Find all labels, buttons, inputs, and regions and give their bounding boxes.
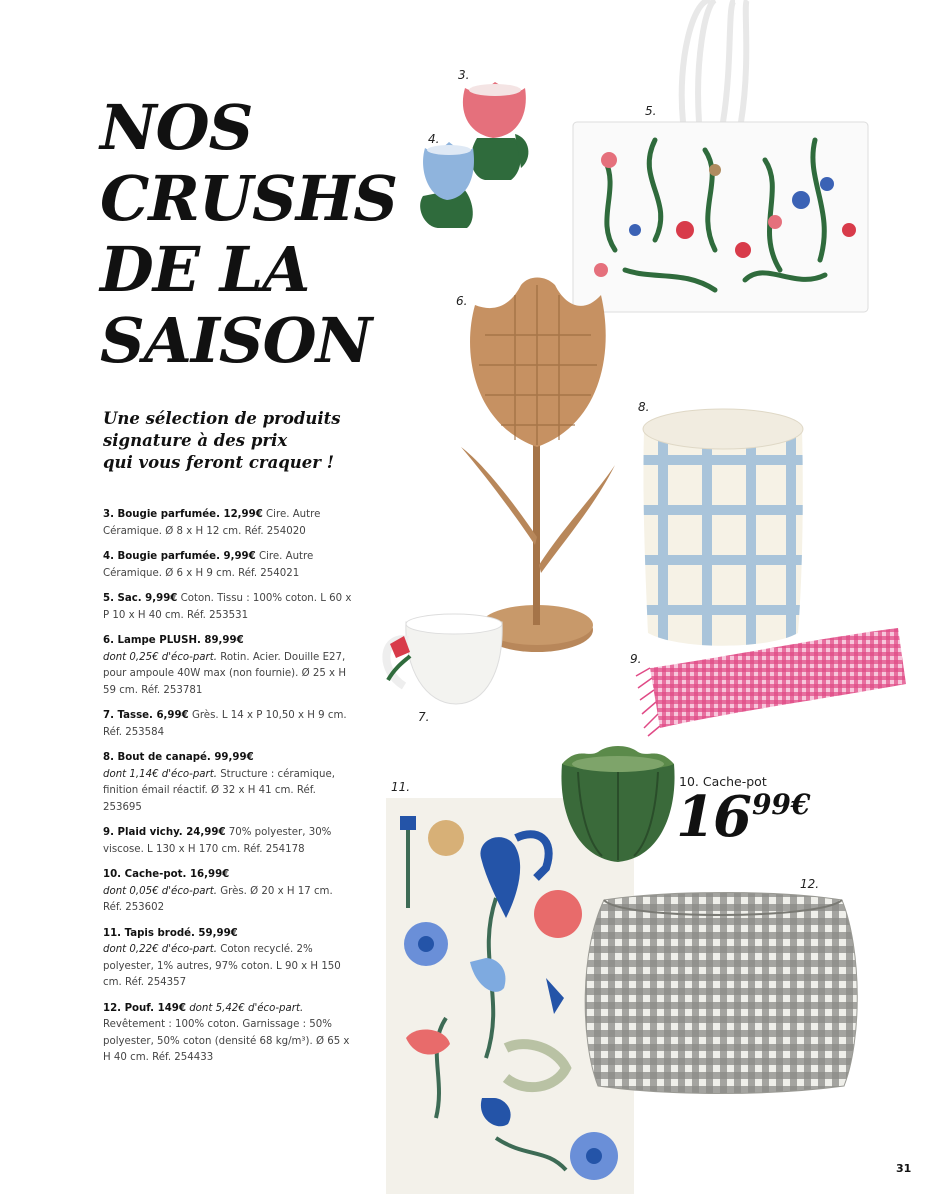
product-details: Revêtement : 100% coton. Garnissage : 50% polyester, 50% coton (densité 68 kg/m³). Ø 65 x H 40 cm. Réf. 254433 [103,1019,350,1063]
gingham-pouf-image [580,890,862,1096]
product-eco: dont 0,05€ d'éco-part. [103,885,217,897]
title-line: DE LA [100,233,310,306]
product-name: 4. Bougie parfumée. 9,99€ [103,551,256,562]
subtitle-line: qui vous feront craquer ! [103,453,334,472]
product-entry [103,633,353,699]
cabbage-cache-pot-image [558,742,678,867]
product-entry [103,926,353,992]
item-number-6: 6. [456,294,468,308]
product-eco: dont 1,14€ d'éco-part. [103,768,217,780]
title-line: NOS [100,91,253,164]
tulip-candles-image [415,78,535,238]
rattan-tulip-lamp-image [455,275,620,660]
product-details: Coton recyclé. 2% polyester, 1% autres, 97% coton. L 90 x H 150 cm. Réf. 254357 [103,944,341,988]
product-entry [103,549,353,582]
item-number-3: 3. [458,68,470,82]
price-tag-label: 10. Cache-pot [679,774,767,789]
product-details: Cire. Autre Céramique. Ø 8 x H 12 cm. Réf. 254020 [103,509,321,537]
product-list [103,507,353,1076]
product-name: 12. Pouf. 149€ [103,1002,186,1014]
item-number-4: 4. [428,132,440,146]
product-entry [103,825,353,858]
product-details: Structure : céramique, finition émail réactif. Ø 32 x H 41 cm. Réf. 253695 [103,768,335,813]
product-details: Rotin. Acier. Douille E27, pour ampoule 40W max (non fournie). Ø 25 x H 59 cm. Réf. 253781 [103,651,346,696]
item-number-7: 7. [418,710,430,724]
item-number-11: 11. [391,780,411,794]
product-eco: dont 0,25€ d'éco-part. [103,651,217,663]
page-title [100,92,400,376]
gingham-plaid-image [630,628,910,738]
price-tag [676,784,810,850]
product-name: 11. Tapis brodé. 59,99€ [103,927,238,939]
product-entry [103,591,353,624]
title-line: CRUSHS [100,162,398,235]
product-details: Coton. Tissu : 100% coton. L 60 x P 10 x H 40 cm. Réf. 253531 [103,593,352,621]
page-subtitle [103,408,363,474]
item-number-8: 8. [638,400,650,414]
page-number: 31 [896,1162,912,1175]
product-entry [103,750,353,816]
product-entry [103,507,353,540]
subtitle-line: signature à des prix [103,431,288,450]
item-number-12: 12. [800,877,820,891]
tote-bag-image [565,0,875,318]
product-name: 5. Sac. 9,99€ [103,593,178,604]
product-entry [103,708,353,741]
product-details: Grès. Ø 20 x H 17 cm. Réf. 253602 [103,885,333,913]
title-line: SAISON [100,304,372,377]
tulip-cup-image [376,610,506,710]
subtitle-line: Une sélection de produits [103,409,341,428]
gingham-side-table-image [638,405,808,650]
product-name: 6. Lampe PLUSH. 89,99€ [103,635,244,646]
product-details: 70% polyester, 30% viscose. L 130 x H 170 cm. Réf. 254178 [103,827,332,855]
price-decimal: 99€ [751,788,811,821]
product-entry [103,1001,353,1067]
product-name: 9. Plaid vichy. 24,99€ [103,827,226,838]
product-name: 7. Tasse. 6,99€ [103,710,189,721]
product-details: Cire. Autre Céramique. Ø 6 x H 9 cm. Réf. 254021 [103,551,314,579]
product-name: 3. Bougie parfumée. 12,99€ [103,509,263,520]
product-details: Grès. L 14 x P 10,50 x H 9 cm. Réf. 253584 [103,710,347,738]
product-eco: dont 0,22€ d'éco-part. [103,944,217,955]
product-eco: dont 5,42€ d'éco-part. [189,1002,304,1014]
product-entry [103,867,353,917]
item-number-5: 5. [645,104,657,118]
product-name: 10. Cache-pot. 16,99€ [103,869,230,880]
item-number-9: 9. [630,652,642,666]
price-integer: 16 [676,784,750,850]
product-name: 8. Bout de canapé. 99,99€ [103,752,254,763]
